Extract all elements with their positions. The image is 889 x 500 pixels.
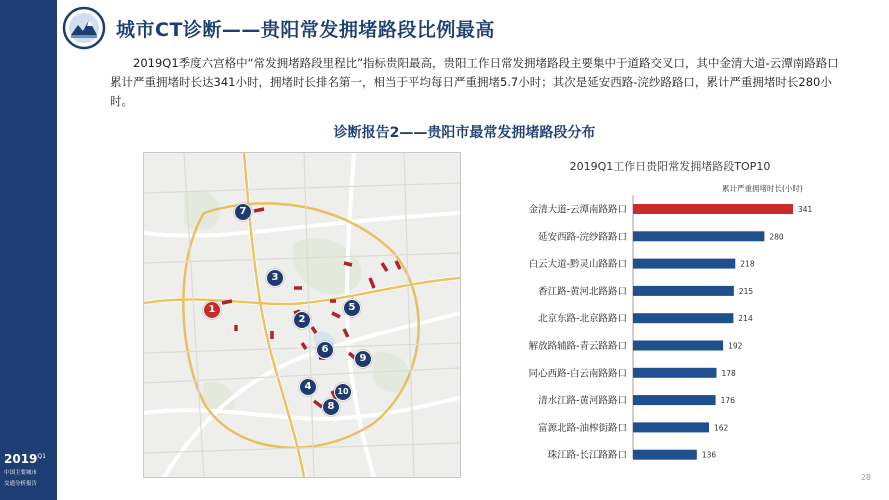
bar xyxy=(633,204,793,214)
category-label: 香江路-黄河北路路口 xyxy=(538,286,627,298)
bar xyxy=(633,231,764,241)
bar-value-label: 136 xyxy=(701,450,717,460)
map-pin-2[interactable]: 2 xyxy=(293,311,311,329)
chart-legend: 累计严重拥堵时长(小时) xyxy=(722,184,803,193)
bar-value-label: 280 xyxy=(769,232,784,242)
bar-value-label: 178 xyxy=(721,368,736,378)
sidebar-report-name: 交通分析报告 xyxy=(4,481,38,487)
bar xyxy=(633,259,735,269)
bar xyxy=(633,450,697,460)
bar-value-label: 215 xyxy=(738,286,754,296)
map-pin-7[interactable]: 7 xyxy=(234,203,252,221)
map-pin-9[interactable]: 9 xyxy=(354,350,372,368)
bar xyxy=(633,422,709,432)
category-label: 解放路辅路-青云路路口 xyxy=(528,341,627,352)
chart-title: 2019Q1工作日贵阳常发拥堵路段TOP10 xyxy=(569,160,771,173)
category-label: 金清大道-云潭南路路口 xyxy=(528,204,627,216)
bar xyxy=(633,341,723,351)
bar xyxy=(633,313,733,323)
summary-paragraph: 2019Q1季度六宫格中“常发拥堵路段里程比”指标贵阳最高，贵阳工作日常发拥堵路段主要集中于道路交叉口，其中金清大道-云潭南路路口累计严重拥堵时长达341小时，拥堵时长排名第一，相当于平均每日严重拥堵5.7小时；其次是延安西路-浣纱路路口，累计严重拥堵时长280小时。 xyxy=(110,56,839,108)
bar-value-label: 162 xyxy=(714,423,729,433)
category-label: 北京东路-北京路路口 xyxy=(538,313,627,325)
congestion-map[interactable] xyxy=(143,152,461,478)
bar-value-label: 192 xyxy=(728,341,743,351)
category-label: 延安西路-浣纱路路口 xyxy=(538,231,627,243)
map-pin-5[interactable]: 5 xyxy=(343,299,361,317)
bar xyxy=(633,395,716,405)
category-label: 白云大道-黔灵山路路口 xyxy=(528,259,627,271)
map-pin-4[interactable]: 4 xyxy=(299,378,317,396)
category-label: 同心西路-白云南路路口 xyxy=(528,368,627,380)
bar-value-label: 176 xyxy=(720,396,735,406)
category-label: 清水江路-黄河路路口 xyxy=(538,395,627,407)
page-number: 28 xyxy=(860,473,871,482)
category-label: 富源北路-油榨街路口 xyxy=(538,422,627,434)
map-pin-10[interactable]: 10 xyxy=(334,383,352,401)
bar xyxy=(633,286,734,296)
map-pin-3[interactable]: 3 xyxy=(266,269,284,287)
map-pin-8[interactable]: 8 xyxy=(322,398,340,416)
section-title: 诊断报告2——贵阳市最常发拥堵路段分布 xyxy=(333,125,596,141)
bar xyxy=(633,368,717,378)
map-pin-1[interactable]: 1 xyxy=(203,301,221,319)
bar-value-label: 341 xyxy=(798,205,813,214)
bar-value-label: 214 xyxy=(738,314,753,324)
page-title: 城市CT诊断——贵阳常发拥堵路段比例最高 xyxy=(116,19,495,41)
bar-value-label: 218 xyxy=(740,259,755,269)
sidebar-year: $2019^{Q1}$ xyxy=(4,452,46,466)
map-pin-6[interactable]: 6 xyxy=(316,341,334,359)
ct-logo-icon xyxy=(62,6,106,50)
sidebar xyxy=(0,0,57,500)
category-label: 珠江路-长江路路口 xyxy=(547,450,627,462)
sidebar-subtitle: 中国主要城市 xyxy=(4,470,38,476)
